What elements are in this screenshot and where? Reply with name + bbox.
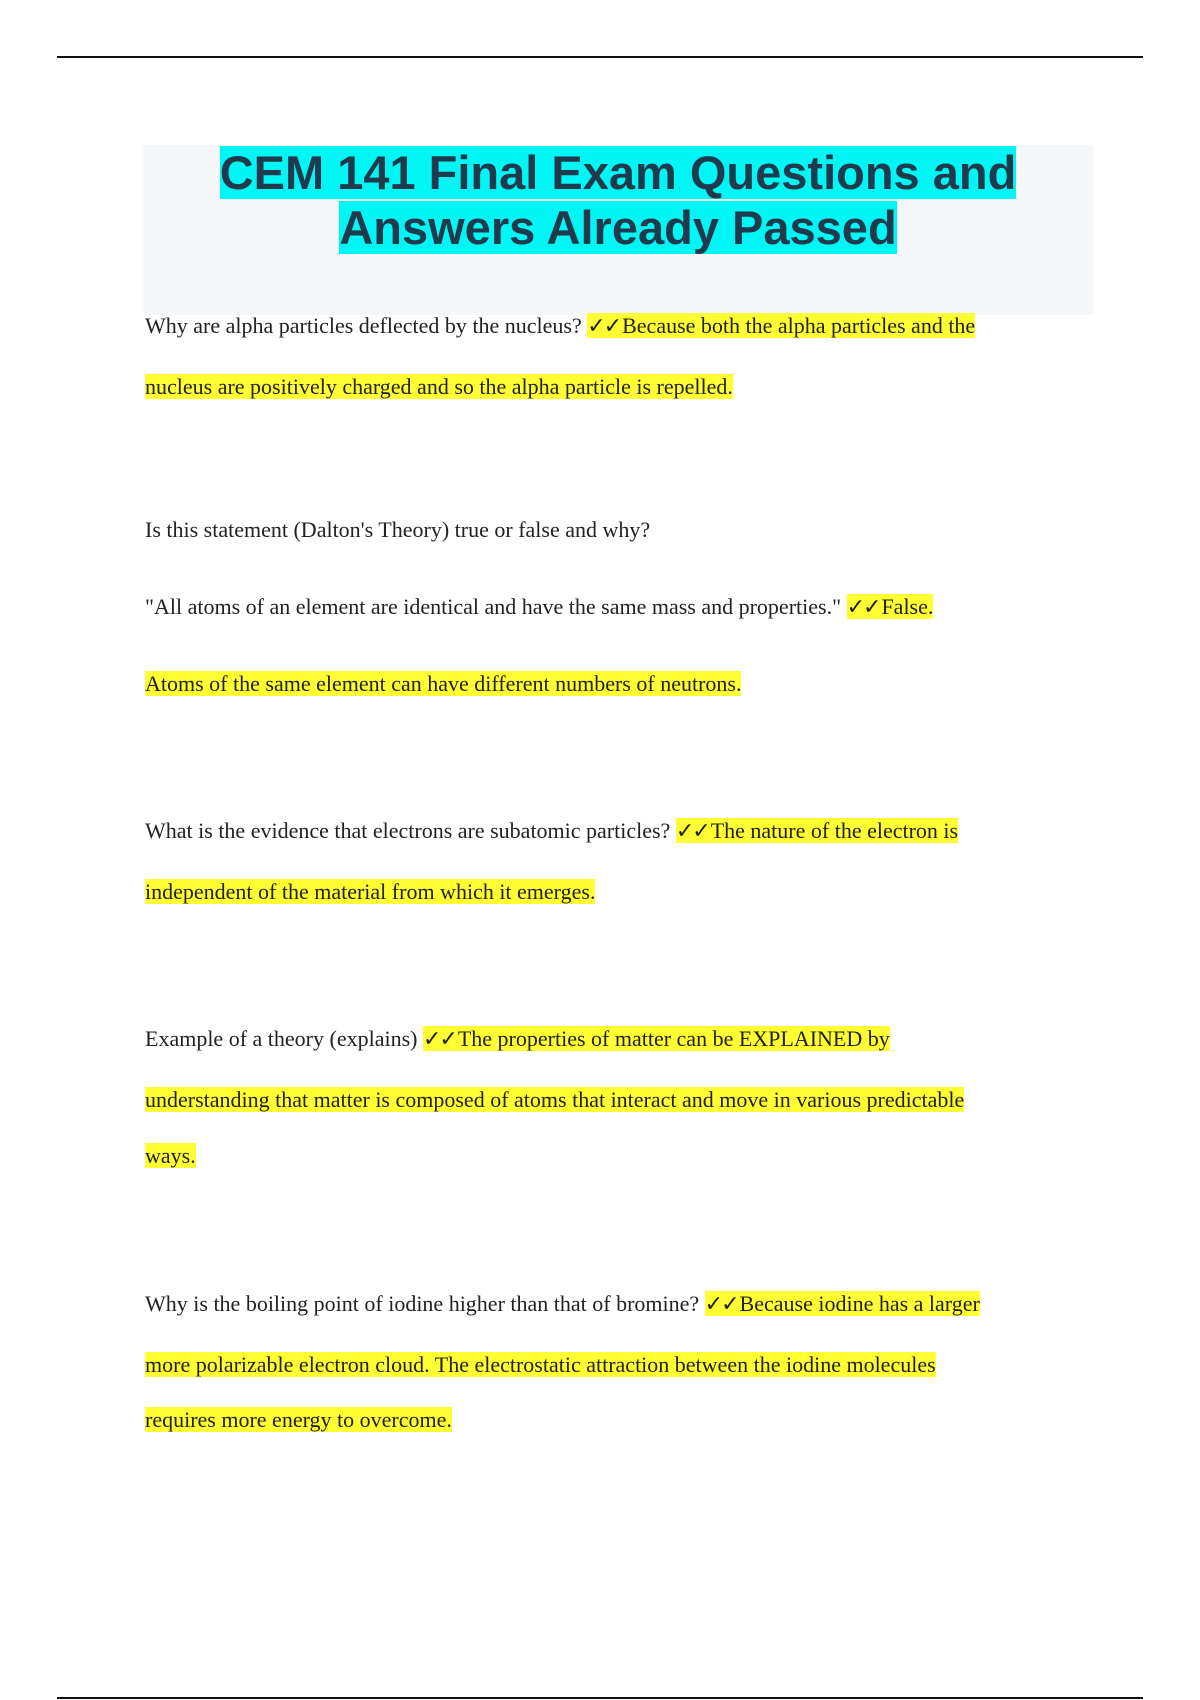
answer-line: [145, 1352, 936, 1378]
qa-line: [145, 313, 975, 339]
qa-line: [145, 1026, 890, 1052]
answer-line: [145, 1087, 964, 1113]
question-text: Why is the boiling point of iodine higher than that of bromine?: [145, 1291, 700, 1316]
answer-line: [145, 1407, 452, 1433]
answer-text: ✓✓Because iodine has a larger: [704, 1291, 980, 1317]
answer-text: Atoms of the same element can have different numbers of neutrons.: [145, 671, 742, 696]
check-icon: ✓✓: [675, 819, 709, 844]
answer-line: [145, 1143, 196, 1169]
answer-line: [145, 374, 733, 400]
qa-line: [145, 1291, 980, 1317]
answer-line: [145, 671, 741, 697]
qa-line: [145, 594, 933, 620]
question-text: Why are alpha particles deflected by the nucleus?: [145, 313, 582, 338]
answer-text: ✓✓The nature of the electron is: [675, 818, 959, 844]
answer-text: ✓✓False.: [846, 594, 934, 620]
qa-line: [145, 818, 958, 844]
question-text: What is the evidence that electrons are subatomic particles?: [145, 818, 671, 843]
answer-line: [145, 879, 595, 905]
answer-text: ✓✓Because both the alpha particles and the: [587, 313, 976, 339]
check-icon: ✓✓: [846, 595, 880, 620]
question-line: [145, 517, 650, 543]
answer-text: requires more energy to overcome.: [145, 1407, 452, 1432]
answer-text: understanding that matter is composed of atoms that interact and move in various predictable: [145, 1087, 965, 1112]
answer-text: independent of the material from which it emerges.: [145, 879, 596, 904]
check-icon: ✓✓: [587, 314, 621, 339]
title-line-1: CEM 141 Final Exam Questions and: [219, 146, 1017, 199]
answer-text: ✓✓The properties of matter can be EXPLAINED by: [422, 1026, 890, 1052]
question-text: Is this statement (Dalton's Theory) true or false and why?: [145, 517, 651, 542]
answer-text: nucleus are positively charged and so the alpha particle is repelled.: [145, 374, 733, 399]
top-rule: [57, 56, 1143, 58]
question-quote: "All atoms of an element are identical and have the same mass and properties.": [145, 594, 842, 619]
bottom-rule: [57, 1697, 1143, 1699]
check-icon: ✓✓: [704, 1292, 738, 1317]
check-icon: ✓✓: [422, 1027, 456, 1052]
title-line-2: Answers Already Passed: [339, 201, 897, 254]
answer-text: more polarizable electron cloud. The electrostatic attraction between the iodine molecules: [145, 1352, 936, 1377]
answer-text: ways.: [145, 1143, 196, 1168]
document-title: [143, 145, 1093, 255]
question-text: Example of a theory (explains): [145, 1026, 418, 1051]
